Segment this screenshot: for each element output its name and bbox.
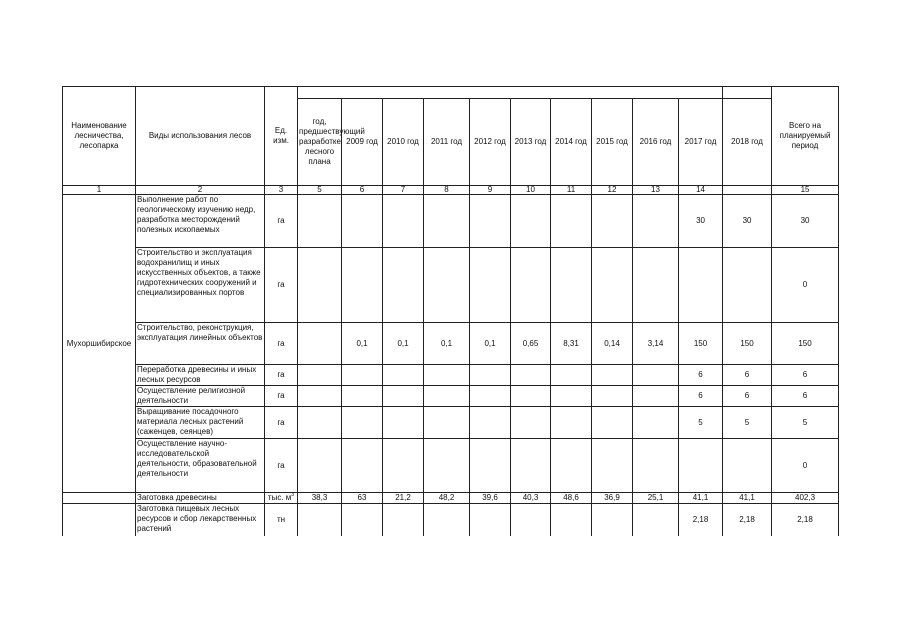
- col-number: 12: [592, 186, 633, 195]
- value-cell: [633, 407, 679, 439]
- value-cell: [633, 365, 679, 386]
- value-cell: 25,1: [633, 493, 679, 504]
- table-row: [63, 504, 839, 536]
- col-number: 3: [265, 186, 298, 195]
- value-cell: [679, 439, 723, 493]
- use-kind-cell: Переработка древесины и иных лесных ресурсов: [136, 365, 265, 386]
- header-year-2018: 2018 год: [723, 99, 772, 186]
- value-cell: [633, 195, 679, 248]
- col-number: 9: [470, 186, 511, 195]
- header-year-2009: 2009 год: [342, 99, 383, 186]
- value-cell: 30: [679, 195, 723, 248]
- col-number: 13: [633, 186, 679, 195]
- total-cell: 6: [772, 365, 839, 386]
- value-cell: [424, 195, 470, 248]
- header-top-strip: [63, 87, 839, 99]
- col-number: 8: [424, 186, 470, 195]
- value-cell: [633, 439, 679, 493]
- value-cell: 3,14: [633, 323, 679, 365]
- value-cell: [511, 195, 551, 248]
- forestry-name-cell: Мухоршибирское: [63, 195, 136, 493]
- value-cell: [342, 195, 383, 248]
- value-cell: 40,3: [511, 493, 551, 504]
- value-cell: 0,1: [424, 323, 470, 365]
- value-cell: 6: [723, 365, 772, 386]
- value-cell: 6: [679, 386, 723, 407]
- total-cell: 30: [772, 195, 839, 248]
- use-kind-cell: Выполнение работ по геологическому изучению недр, разработка месторождений полезных ископаемых: [136, 195, 265, 248]
- value-cell: [470, 439, 511, 493]
- total-cell: 402,3: [772, 493, 839, 504]
- value-cell: [470, 504, 511, 536]
- value-cell: [511, 504, 551, 536]
- table-row: [63, 439, 839, 493]
- value-cell: [723, 248, 772, 323]
- value-cell: 0,1: [470, 323, 511, 365]
- value-cell: 150: [679, 323, 723, 365]
- header-blank-group: [298, 87, 723, 99]
- use-kind-cell: Строительство и эксплуатация водохранилищ и иных искусственных объектов, а также гидротехнических сооружений и специализированных портов: [136, 248, 265, 323]
- value-cell: [470, 248, 511, 323]
- value-cell: [342, 439, 383, 493]
- value-cell: 5: [723, 407, 772, 439]
- table-row: [63, 365, 839, 386]
- value-cell: [424, 386, 470, 407]
- unit-cell: га: [265, 195, 298, 248]
- unit-superscript: 3: [291, 492, 295, 498]
- total-cell: 2,18: [772, 504, 839, 536]
- value-cell: [383, 365, 424, 386]
- value-cell: 2,18: [723, 504, 772, 536]
- value-cell: [298, 439, 342, 493]
- value-cell: [511, 407, 551, 439]
- value-cell: [470, 365, 511, 386]
- value-cell: [592, 195, 633, 248]
- value-cell: [633, 386, 679, 407]
- value-cell: [511, 386, 551, 407]
- header-year-2016: 2016 год: [633, 99, 679, 186]
- table-row: [63, 248, 839, 323]
- value-cell: [342, 386, 383, 407]
- col-number: 10: [511, 186, 551, 195]
- table-row: [63, 386, 839, 407]
- total-cell: 6: [772, 386, 839, 407]
- value-cell: [383, 248, 424, 323]
- column-number-row: [63, 186, 839, 195]
- value-cell: [551, 504, 592, 536]
- col-number: [723, 186, 772, 195]
- unit-cell: га: [265, 248, 298, 323]
- value-cell: 30: [723, 195, 772, 248]
- total-cell: 0: [772, 248, 839, 323]
- col-number: 2: [136, 186, 265, 195]
- header-prev-year: год, предшествующий разработке лесного плана: [298, 99, 342, 186]
- value-cell: [383, 407, 424, 439]
- value-cell: 39,6: [470, 493, 511, 504]
- forestry-name-blank: [63, 504, 136, 536]
- value-cell: [298, 195, 342, 248]
- use-kind-cell: Заготовка пищевых лесных ресурсов и сбор лекарственных растений: [136, 504, 265, 536]
- header-year-2011: 2011 год: [424, 99, 470, 186]
- value-cell: [551, 195, 592, 248]
- value-cell: [424, 365, 470, 386]
- table-row: [63, 493, 839, 504]
- value-cell: [633, 504, 679, 536]
- value-cell: 21,2: [383, 493, 424, 504]
- value-cell: 0,65: [511, 323, 551, 365]
- table-row: [63, 323, 839, 365]
- value-cell: [342, 248, 383, 323]
- value-cell: [592, 248, 633, 323]
- header-unit: Ед. изм.: [265, 87, 298, 186]
- value-cell: [551, 439, 592, 493]
- value-cell: 150: [723, 323, 772, 365]
- value-cell: [723, 439, 772, 493]
- header-year-2013: 2013 год: [511, 99, 551, 186]
- value-cell: [551, 386, 592, 407]
- value-cell: [424, 407, 470, 439]
- col-number: 6: [342, 186, 383, 195]
- unit-cell: тн: [265, 504, 298, 536]
- use-kind-cell: Заготовка древесины: [136, 493, 265, 504]
- value-cell: [424, 248, 470, 323]
- value-cell: [298, 386, 342, 407]
- value-cell: [511, 439, 551, 493]
- use-kind-cell: Выращивание посадочного материала лесных растений (саженцев, сеянцев): [136, 407, 265, 439]
- value-cell: 0,1: [342, 323, 383, 365]
- col-number: 14: [679, 186, 723, 195]
- use-kind-cell: Строительство, реконструкция, эксплуатация линейных объектов: [136, 323, 265, 365]
- header-year-2014: 2014 год: [551, 99, 592, 186]
- header-blank-2018: [723, 87, 772, 99]
- forestry-name-blank: [63, 493, 136, 504]
- value-cell: 41,1: [723, 493, 772, 504]
- value-cell: 6: [723, 386, 772, 407]
- table-row: [63, 195, 839, 248]
- header-forestry-name: Наименование лесничества, лесопарка: [63, 87, 136, 186]
- value-cell: [424, 504, 470, 536]
- value-cell: 0,14: [592, 323, 633, 365]
- value-cell: [470, 195, 511, 248]
- value-cell: [592, 386, 633, 407]
- unit-cell: га: [265, 365, 298, 386]
- header-year-2015: 2015 год: [592, 99, 633, 186]
- unit-cell: га: [265, 386, 298, 407]
- value-cell: [551, 407, 592, 439]
- value-cell: 36,9: [592, 493, 633, 504]
- value-cell: [383, 195, 424, 248]
- value-cell: [511, 248, 551, 323]
- value-cell: [470, 386, 511, 407]
- value-cell: [298, 407, 342, 439]
- total-cell: 0: [772, 439, 839, 493]
- value-cell: 63: [342, 493, 383, 504]
- unit-text: тыс. м: [267, 493, 292, 502]
- col-number: 1: [63, 186, 136, 195]
- value-cell: [383, 386, 424, 407]
- value-cell: 6: [679, 365, 723, 386]
- table-row: [63, 407, 839, 439]
- col-number: 15: [772, 186, 839, 195]
- value-cell: [592, 407, 633, 439]
- use-kind-cell: Осуществление религиозной деятельности: [136, 386, 265, 407]
- value-cell: [592, 504, 633, 536]
- value-cell: [298, 504, 342, 536]
- value-cell: [298, 248, 342, 323]
- col-number: 11: [551, 186, 592, 195]
- value-cell: 5: [679, 407, 723, 439]
- value-cell: [424, 439, 470, 493]
- header-use-kind: Виды использования лесов: [136, 87, 265, 186]
- total-cell: 5: [772, 407, 839, 439]
- unit-cell: га: [265, 407, 298, 439]
- value-cell: [633, 248, 679, 323]
- value-cell: 0,1: [383, 323, 424, 365]
- value-cell: [383, 439, 424, 493]
- value-cell: [511, 365, 551, 386]
- value-cell: [342, 504, 383, 536]
- value-cell: 8,31: [551, 323, 592, 365]
- header-year-2010: 2010 год: [383, 99, 424, 186]
- value-cell: [342, 365, 383, 386]
- total-cell: 150: [772, 323, 839, 365]
- unit-cell: га: [265, 323, 298, 365]
- value-cell: 38,3: [298, 493, 342, 504]
- header-year-2017: 2017 год: [679, 99, 723, 186]
- value-cell: 41,1: [679, 493, 723, 504]
- value-cell: 2,18: [679, 504, 723, 536]
- header-total: Всего на планируемый период: [772, 87, 839, 186]
- value-cell: [592, 439, 633, 493]
- value-cell: [592, 365, 633, 386]
- value-cell: [298, 365, 342, 386]
- col-number: 5: [298, 186, 342, 195]
- value-cell: [551, 248, 592, 323]
- value-cell: 48,2: [424, 493, 470, 504]
- value-cell: [298, 323, 342, 365]
- value-cell: 48,6: [551, 493, 592, 504]
- header-year-2012: 2012 год: [470, 99, 511, 186]
- value-cell: [342, 407, 383, 439]
- unit-cell: га: [265, 439, 298, 493]
- forest-use-table-sheet: [62, 86, 838, 542]
- value-cell: [470, 407, 511, 439]
- use-kind-cell: Осуществление научно-исследовательской деятельности, образовательной деятельности: [136, 439, 265, 493]
- value-cell: [551, 365, 592, 386]
- value-cell: [383, 504, 424, 536]
- col-number: 7: [383, 186, 424, 195]
- unit-cell: [265, 493, 298, 504]
- forest-use-table: [62, 86, 839, 536]
- value-cell: [679, 248, 723, 323]
